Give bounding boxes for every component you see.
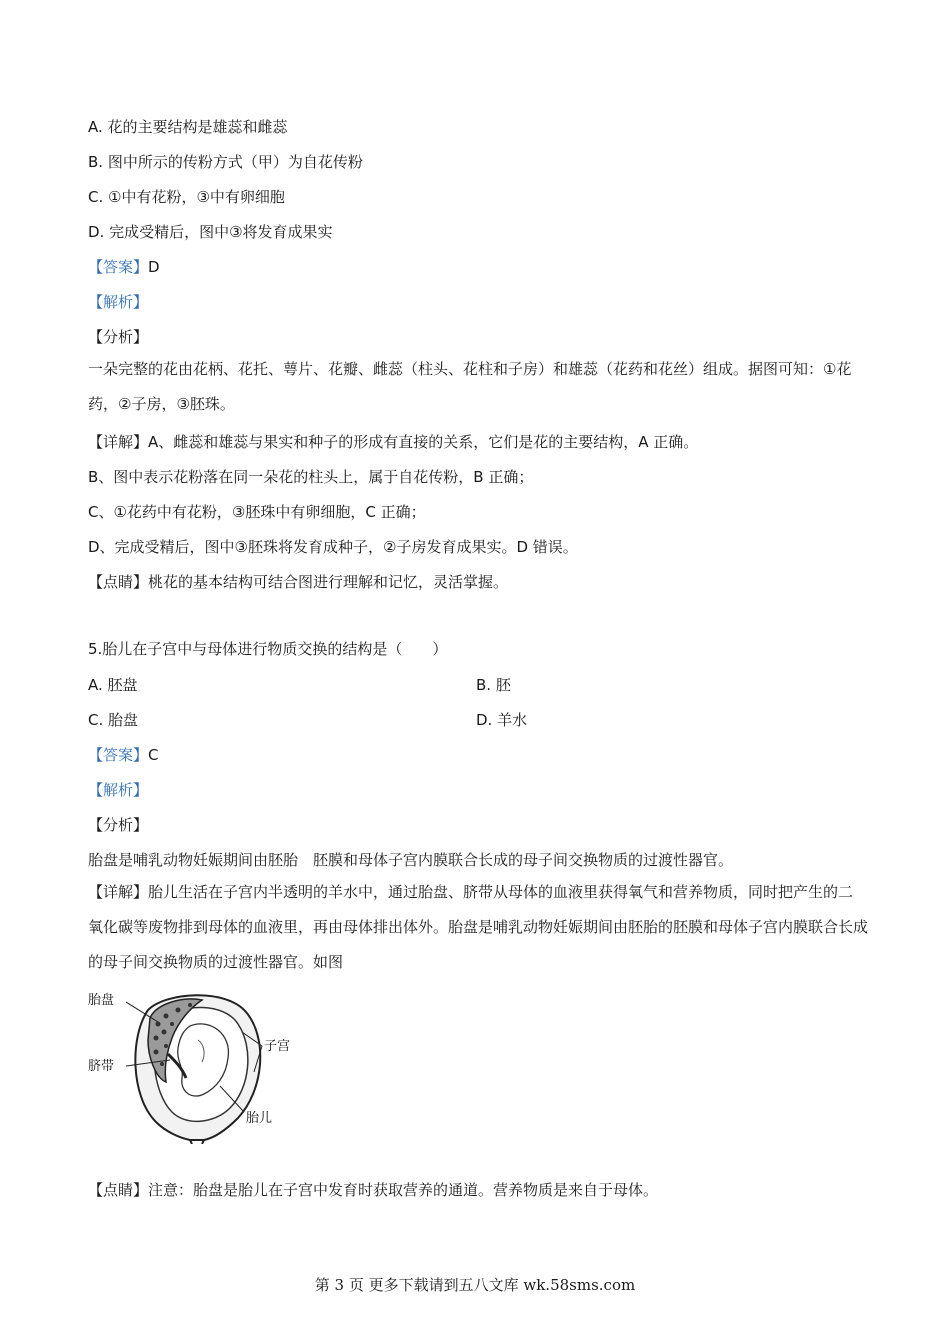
q5-detail	[88, 875, 868, 980]
q4-fenxi-tag: 【分析】	[88, 328, 149, 346]
q4-option-b: B. 图中所示的传粉方式（甲）为自花传粉	[88, 153, 363, 171]
answer-tag: 【答案】	[88, 258, 149, 276]
q4-answer	[88, 257, 160, 277]
q4-option-d: D. 完成受精后，图中③将发育成果实	[88, 223, 333, 241]
q4-analysis-tag: 【解析】	[88, 293, 149, 311]
label-umbilical: 脐带	[88, 1059, 115, 1074]
uterus-figure	[86, 988, 306, 1144]
dianjing-tag: 【点睛】	[88, 573, 149, 591]
q5-option-c: C. 胎盘	[88, 711, 139, 729]
q5-fenxi-tag: 【分析】	[88, 816, 149, 834]
q4-option-c: C. ①中有花粉，③中有卵细胞	[88, 188, 285, 206]
q4-option-a: A. 花的主要结构是雄蕊和雌蕊	[88, 118, 288, 136]
q4-detail-line-3: C、①花药中有花粉，③胚珠中有卵细胞，C 正确；	[88, 503, 426, 521]
answer-value: C	[148, 746, 159, 764]
detail-text: A、雌蕊和雄蕊与果实和种子的形成有直接的关系，它们是花的主要结构，A 正确。	[148, 433, 699, 451]
page-footer: 第 3 页 更多下载请到五八文库 wk.58sms.com	[314, 1276, 636, 1294]
q4-detail-line-2: B、图中表示花粉落在同一朵花的柱头上，属于自花传粉，B 正确；	[88, 468, 534, 486]
q5-fenxi-text: 胎盘是哺乳动物妊娠期间由胚胎 胚膜和母体子宫内膜联合长成的母子间交换物质的过渡性器官。	[88, 851, 734, 869]
label-placenta: 胎盘	[88, 993, 115, 1008]
detail-tag: 【详解】	[88, 433, 149, 451]
q5-option-d: D. 羊水	[476, 711, 528, 729]
detail-tag: 【详解】	[88, 883, 149, 901]
dianjing-tag: 【点睛】	[88, 1181, 149, 1199]
q4-detail-line-1	[88, 432, 698, 452]
q4-detail-line-4: D、完成受精后，图中③胚珠将发育成种子，②子房发育成果实。D 错误。	[88, 538, 578, 556]
dianjing-text: 桃花的基本结构可结合图进行理解和记忆，灵活掌握。	[148, 573, 509, 591]
dianjing-text: 注意：胎盘是胎儿在子宫中发育时获取营养的通道。营养物质是来自于母体。	[148, 1181, 659, 1199]
q5-answer	[88, 745, 159, 765]
q5-dianjing	[88, 1180, 658, 1200]
label-uterus: 子宫	[264, 1039, 291, 1054]
label-fetus: 胎儿	[246, 1111, 273, 1126]
q4-fenxi-text: 一朵完整的花由花柄、花托、萼片、花瓣、雌蕊（柱头、花柱和子房）和雄蕊（花药和花丝）组成。据图可知：①花药，②子房，③胚珠。	[88, 360, 852, 413]
q5-option-b: B. 胚	[476, 676, 511, 694]
detail-text: 胎儿生活在子宫内半透明的羊水中，通过胎盘、脐带从母体的血液里获得氧气和营养物质，同时把产生的二氧化碳等废物排到母体的血液里，再由母体排出体外。胎盘是哺乳动物妊娠期间由胚胎的胚膜和母体子宫内膜联合长成的母子间交换物质的过渡性器官。如图	[88, 883, 869, 971]
q5-question: 5.胎儿在子宫中与母体进行物质交换的结构是（ ）	[88, 640, 448, 658]
answer-tag: 【答案】	[88, 746, 149, 764]
answer-value: D	[148, 258, 160, 276]
q5-analysis-tag: 【解析】	[88, 781, 149, 799]
q4-dianjing	[88, 572, 508, 592]
q5-option-a: A. 胚盘	[88, 676, 138, 694]
